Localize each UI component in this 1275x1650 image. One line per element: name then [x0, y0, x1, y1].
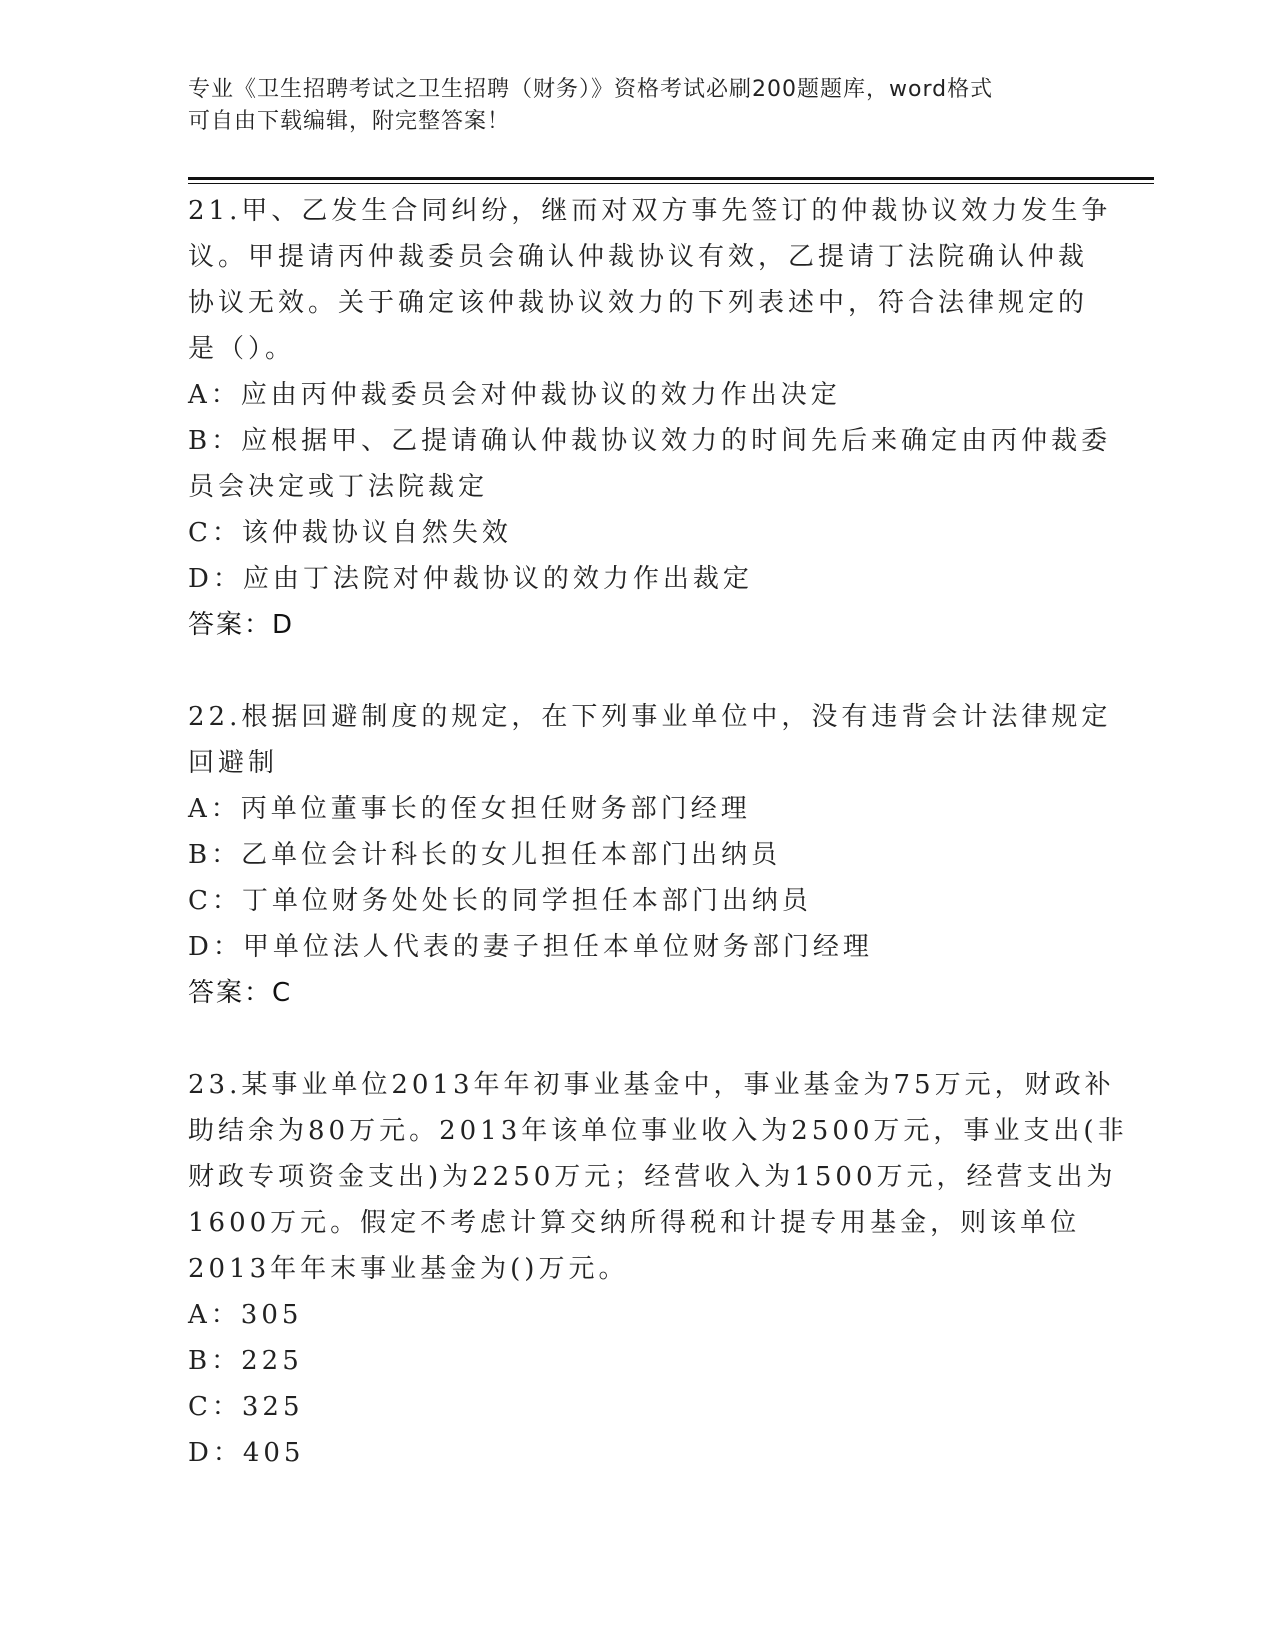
spacer	[188, 1016, 1078, 1062]
document-header	[188, 74, 1088, 138]
header-line-2: 可自由下载编辑，附完整答案！	[188, 109, 511, 134]
question-stem-line: 回避制	[188, 748, 279, 778]
option-c: C：325	[188, 1392, 304, 1422]
question-stem-line: 21.甲、乙发生合同纠纷，继而对双方事先签订的仲裁协议效力发生争	[188, 196, 1112, 226]
question-stem-line: 助结余为80万元。2013年该单位事业收入为2500万元，事业支出(非	[188, 1116, 1128, 1146]
option-b: B：应根据甲、乙提请确认仲裁协议效力的时间先后来确定由丙仲裁委	[188, 426, 1112, 456]
question-stem-line: 财政专项资金支出)为2250万元；经营收入为1500万元，经营支出为	[188, 1162, 1117, 1192]
option-d: D：甲单位法人代表的妻子担任本单位财务部门经理	[188, 932, 873, 962]
header-line-1: 专业《卫生招聘考试之卫生招聘（财务）》资格考试必刷200题题库，word格式	[188, 77, 994, 102]
question-stem-line: 22.根据回避制度的规定，在下列事业单位中，没有违背会计法律规定	[188, 702, 1112, 732]
option-b-continued: 员会决定或丁法院裁定	[188, 472, 489, 502]
header-rule-thick	[188, 177, 1154, 180]
spacer	[188, 648, 1078, 694]
question-21	[188, 188, 1112, 648]
option-d: D：405	[188, 1438, 305, 1468]
question-stem-line: 23.某事业单位2013年年初事业基金中，事业基金为75万元，财政补	[188, 1070, 1115, 1100]
option-d: D：应由丁法院对仲裁协议的效力作出裁定	[188, 564, 753, 594]
question-stem-line: 议。甲提请丙仲裁委员会确认仲裁协议有效，乙提请丁法院确认仲裁	[188, 242, 1089, 272]
option-b: B：225	[188, 1346, 303, 1376]
option-a: A：应由丙仲裁委员会对仲裁协议的效力作出决定	[188, 380, 841, 410]
answer-label: 答案：D	[188, 610, 295, 640]
option-c: C：该仲裁协议自然失效	[188, 518, 512, 548]
option-a: A：305	[188, 1300, 303, 1330]
question-stem-line: 协议无效。关于确定该仲裁协议效力的下列表述中，符合法律规定的	[188, 288, 1089, 318]
question-list	[188, 188, 1128, 1476]
answer-label: 答案：C	[188, 978, 293, 1008]
option-a: A：丙单位董事长的侄女担任财务部门经理	[188, 794, 751, 824]
question-stem-line: 2013年年末事业基金为()万元。	[188, 1254, 629, 1284]
question-stem-line: 是（）。	[188, 334, 296, 364]
question-stem-line: 1600万元。假定不考虑计算交纳所得税和计提专用基金，则该单位	[188, 1208, 1081, 1238]
question-22	[188, 694, 1112, 1016]
question-23	[188, 1062, 1128, 1476]
option-b: B：乙单位会计科长的女儿担任本部门出纳员	[188, 840, 782, 870]
option-c: C：丁单位财务处处长的同学担任本部门出纳员	[188, 886, 812, 916]
header-rule-thin	[188, 183, 1154, 184]
